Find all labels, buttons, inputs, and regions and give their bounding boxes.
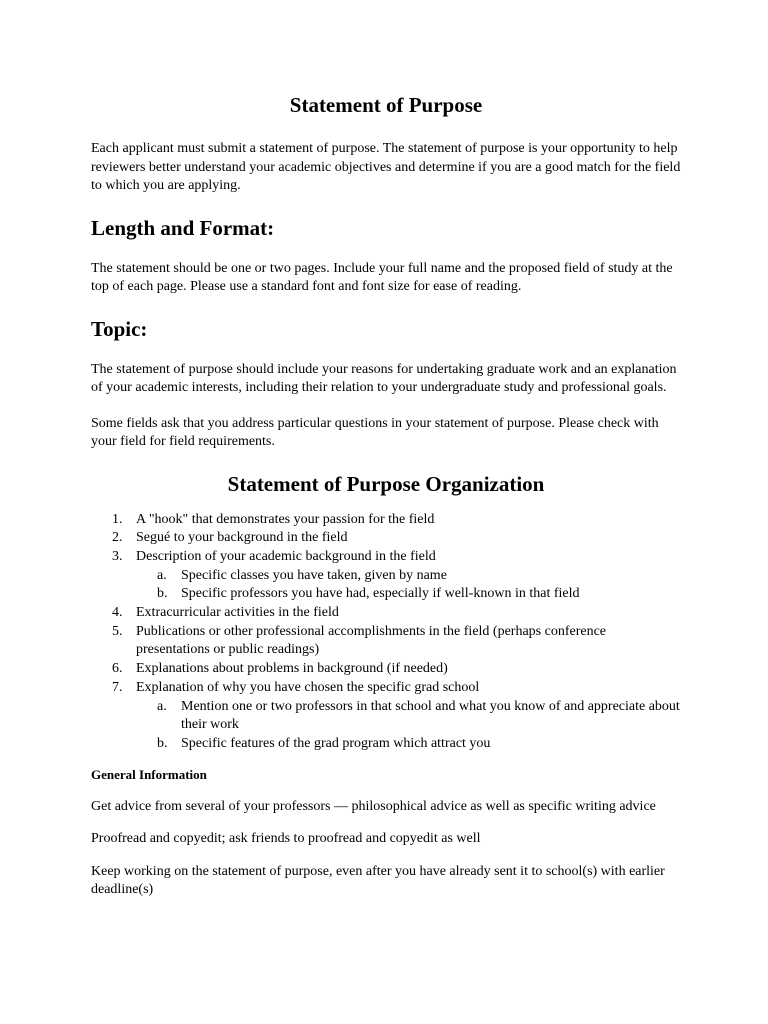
sub-list-item: [157, 735, 681, 754]
list-item-text: Explanations about problems in background (if needed): [136, 661, 448, 677]
list-item-number: 4.: [112, 605, 123, 621]
sub-list-item-text: Specific professors you have had, especially if well-known in that field: [181, 586, 580, 602]
list-item: [112, 679, 681, 754]
intro-paragraph: Each applicant must submit a statement of purpose. The statement of purpose is your opportunity to help reviewers better understand your academic objectives and determine if you are a good match for the field to which you are applying.: [91, 141, 681, 193]
general-information-heading: General Information: [91, 766, 207, 782]
sub-list-item-text: Mention one or two professors in that school and what you know of and appreciate about their work: [181, 698, 680, 733]
list-item: [112, 548, 681, 604]
general-info-item: Keep working on the statement of purpose, even after you have already sent it to school(s) with earlier deadline(s): [91, 863, 665, 898]
list-item-number: 2.: [112, 530, 123, 546]
list-item-number: 5.: [112, 623, 123, 639]
topic-heading: Topic:: [91, 316, 148, 341]
sub-list-item: [157, 567, 681, 586]
sub-list-item-letter: b.: [157, 735, 168, 751]
page-title: Statement of Purpose: [289, 93, 483, 117]
sub-list-item-text: Specific classes you have taken, given by name: [181, 567, 447, 583]
list-item-text: Segué to your background in the field: [136, 530, 348, 546]
list-item: [112, 511, 681, 530]
general-info-item: Get advice from several of your professors — philosophical advice as well as specific writing advice: [91, 798, 656, 814]
sub-list-item-letter: b.: [157, 586, 168, 602]
document-page: [91, 90, 681, 914]
list-item: [112, 604, 681, 623]
list-item-number: 3.: [112, 548, 123, 564]
list-item-text: Description of your academic background in the field: [136, 548, 436, 564]
list-item-text: Extracurricular activities in the field: [136, 605, 339, 621]
sub-list-item-letter: a.: [157, 567, 167, 583]
topic-paragraph-1: The statement of purpose should include your reasons for undertaking graduate work and an explanation of your academic interests, including their relation to your undergraduate study and professional goals.: [91, 361, 677, 395]
sub-list-item-text: Specific features of the grad program which attract you: [181, 735, 491, 751]
list-item: [112, 623, 681, 660]
sub-list: [136, 698, 681, 754]
length-format-paragraph: The statement should be one or two pages. Include your full name and the proposed field of study at the top of each page. Please use a standard font and font size for ease of reading.: [91, 260, 673, 294]
list-item: [112, 660, 681, 679]
organization-list: [91, 511, 681, 754]
list-item-text: A "hook" that demonstrates your passion for the field: [136, 511, 435, 527]
list-item: [112, 529, 681, 548]
topic-paragraph-2: Some fields ask that you address particular questions in your statement of purpose. Please check with your field for field requirements.: [91, 415, 659, 449]
list-item-number: 7.: [112, 679, 123, 695]
sub-list-item-letter: a.: [157, 698, 167, 714]
length-format-heading: Length and Format:: [91, 215, 275, 240]
list-item-number: 6.: [112, 661, 123, 677]
list-item-text: Explanation of why you have chosen the specific grad school: [136, 679, 480, 695]
sub-list-item: [157, 698, 681, 735]
general-info-item: Proofread and copyedit; ask friends to proofread and copyedit as well: [91, 831, 481, 847]
organization-heading: Statement of Purpose Organization: [227, 471, 545, 496]
list-item-number: 1.: [112, 511, 123, 527]
list-item-text: Publications or other professional accomplishments in the field (perhaps conference presentations or public readings): [136, 623, 607, 658]
sub-list: [136, 567, 681, 604]
sub-list-item: [157, 585, 681, 604]
